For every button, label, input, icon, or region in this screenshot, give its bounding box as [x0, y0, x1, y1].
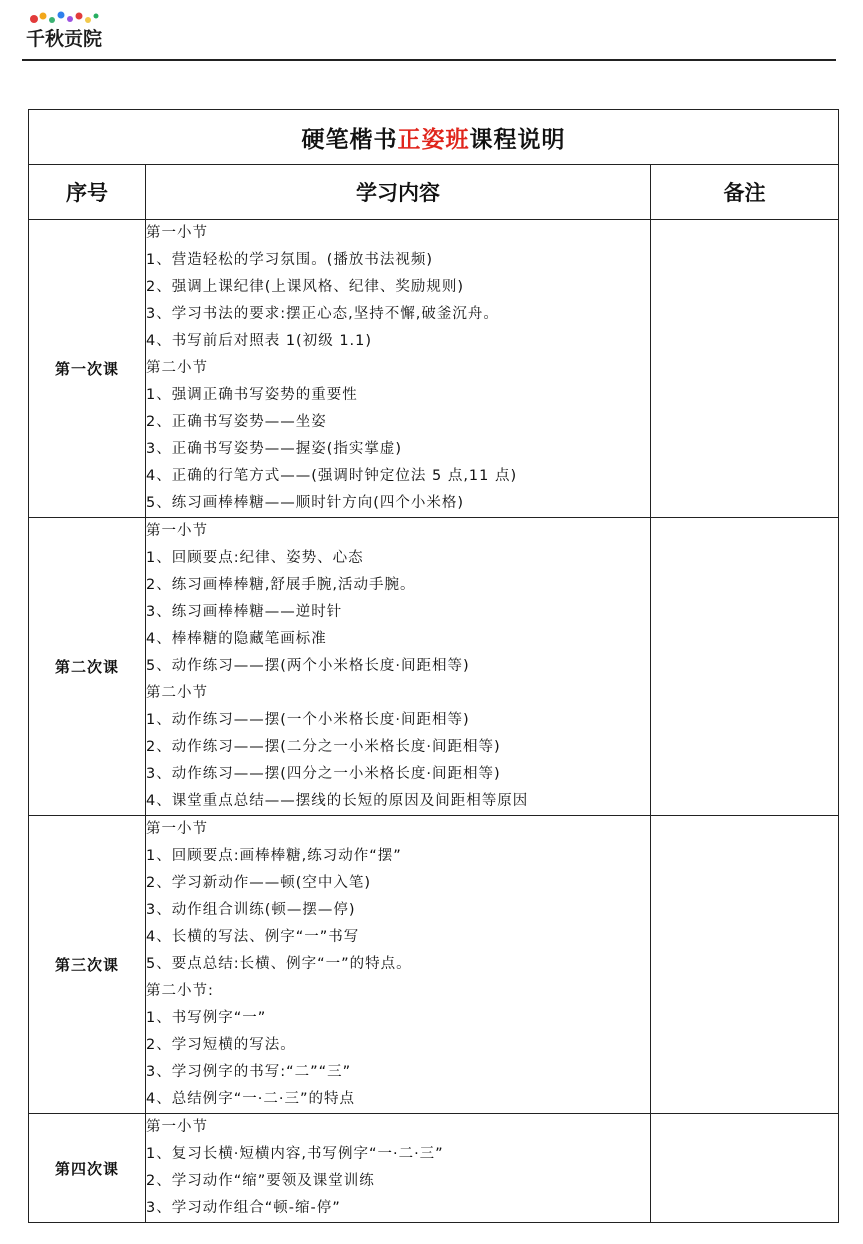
lesson-notes [651, 518, 839, 816]
lesson-content-line: 第一小节 [146, 523, 208, 539]
lesson-content-line: 3、动作组合训练(顿—摆—停) [146, 902, 356, 918]
header-row [29, 165, 839, 220]
title-prefix: 硬笔楷书 [301, 125, 398, 153]
lesson-content-line: 2、练习画棒棒糖,舒展手腕,活动手腕。 [146, 577, 416, 593]
lesson-name: 第一次课 [29, 220, 146, 518]
lesson-row [29, 1114, 839, 1223]
lesson-content-line: 第一小节 [146, 821, 208, 837]
lesson-content-line: 第一小节 [146, 1119, 208, 1135]
lesson-notes [651, 220, 839, 518]
lesson-content-line: 4、棒棒糖的隐藏笔画标准 [146, 631, 327, 647]
lesson-name: 第四次课 [29, 1114, 146, 1223]
lesson-content-line: 4、书写前后对照表 1(初级 1.1) [146, 333, 373, 349]
lesson-content-line: 5、动作练习——摆(两个小米格长度·间距相等) [146, 658, 470, 674]
header-divider [22, 59, 836, 61]
page-header [0, 0, 863, 62]
lesson-row [29, 816, 839, 1114]
lesson-content-line: 3、正确书写姿势——握姿(指实掌虚) [146, 441, 403, 457]
lesson-content-line: 第二小节 [146, 685, 208, 701]
lesson-content-line: 2、动作练习——摆(二分之一小米格长度·间距相等) [146, 739, 501, 755]
lesson-content-line: 第一小节 [146, 225, 208, 241]
lesson-content [146, 518, 651, 816]
lesson-content-line: 1、书写例字“一” [146, 1010, 267, 1026]
lesson-notes [651, 816, 839, 1114]
course-table [28, 109, 839, 1223]
logo-text: 千秋贡院 [26, 28, 103, 50]
title-suffix: 课程说明 [469, 125, 566, 153]
lesson-content-line: 3、学习书法的要求:摆正心态,坚持不懈,破釜沉舟。 [146, 306, 499, 322]
lesson-content-line: 4、总结例字“一·二·三”的特点 [146, 1091, 355, 1107]
header-index: 序号 [29, 165, 146, 220]
lesson-content-line: 4、课堂重点总结——摆线的长短的原因及间距相等原因 [146, 793, 529, 809]
lesson-content-line: 3、学习例字的书写:“二”“三” [146, 1064, 352, 1080]
lesson-content [146, 220, 651, 518]
logo [24, 8, 104, 56]
lesson-content [146, 1114, 651, 1223]
lesson-content-line: 2、正确书写姿势——坐姿 [146, 414, 327, 430]
lesson-content-line: 1、回顾要点:画棒棒糖,练习动作“摆” [146, 848, 402, 864]
title-row [29, 110, 839, 165]
lesson-content-line: 第二小节: [146, 983, 214, 999]
title-highlight: 正姿班 [397, 125, 470, 153]
lesson-content-line: 3、动作练习——摆(四分之一小米格长度·间距相等) [146, 766, 501, 782]
lesson-name: 第三次课 [29, 816, 146, 1114]
lesson-content-line: 3、学习动作组合“顿-缩-停” [146, 1200, 341, 1216]
lesson-content-line: 2、强调上课纪律(上课风格、纪律、奖励规则) [146, 279, 465, 295]
lesson-content [146, 816, 651, 1114]
lesson-content-line: 2、学习动作“缩”要领及课堂训练 [146, 1173, 375, 1189]
lesson-content-line: 4、长横的写法、例字“一”书写 [146, 929, 360, 945]
lesson-content-line: 2、学习新动作——顿(空中入笔) [146, 875, 372, 891]
lesson-content-line: 第二小节 [146, 360, 208, 376]
header-content: 学习内容 [146, 165, 651, 220]
header-notes: 备注 [651, 165, 839, 220]
lesson-name: 第二次课 [29, 518, 146, 816]
lesson-notes [651, 1114, 839, 1223]
lesson-content-line: 1、复习长横·短横内容,书写例字“一·二·三” [146, 1146, 444, 1162]
lesson-content-line: 1、营造轻松的学习氛围。(播放书法视频) [146, 252, 434, 268]
table-title [29, 110, 839, 165]
lesson-row [29, 518, 839, 816]
lesson-content-line: 5、练习画棒棒糖——顺时针方向(四个小米格) [146, 495, 465, 511]
lesson-content-line: 5、要点总结:长横、例字“一”的特点。 [146, 956, 412, 972]
lesson-content-line: 1、动作练习——摆(一个小米格长度·间距相等) [146, 712, 470, 728]
lesson-content-line: 2、学习短横的写法。 [146, 1037, 296, 1053]
lesson-row [29, 220, 839, 518]
lesson-content-line: 4、正确的行笔方式——(强调时钟定位法 5 点,11 点) [146, 468, 518, 484]
lesson-content-line: 1、回顾要点:纪律、姿势、心态 [146, 550, 364, 566]
lesson-content-line: 1、强调正确书写姿势的重要性 [146, 387, 358, 403]
lesson-content-line: 3、练习画棒棒糖——逆时针 [146, 604, 343, 620]
lesson-rows [29, 220, 839, 1223]
